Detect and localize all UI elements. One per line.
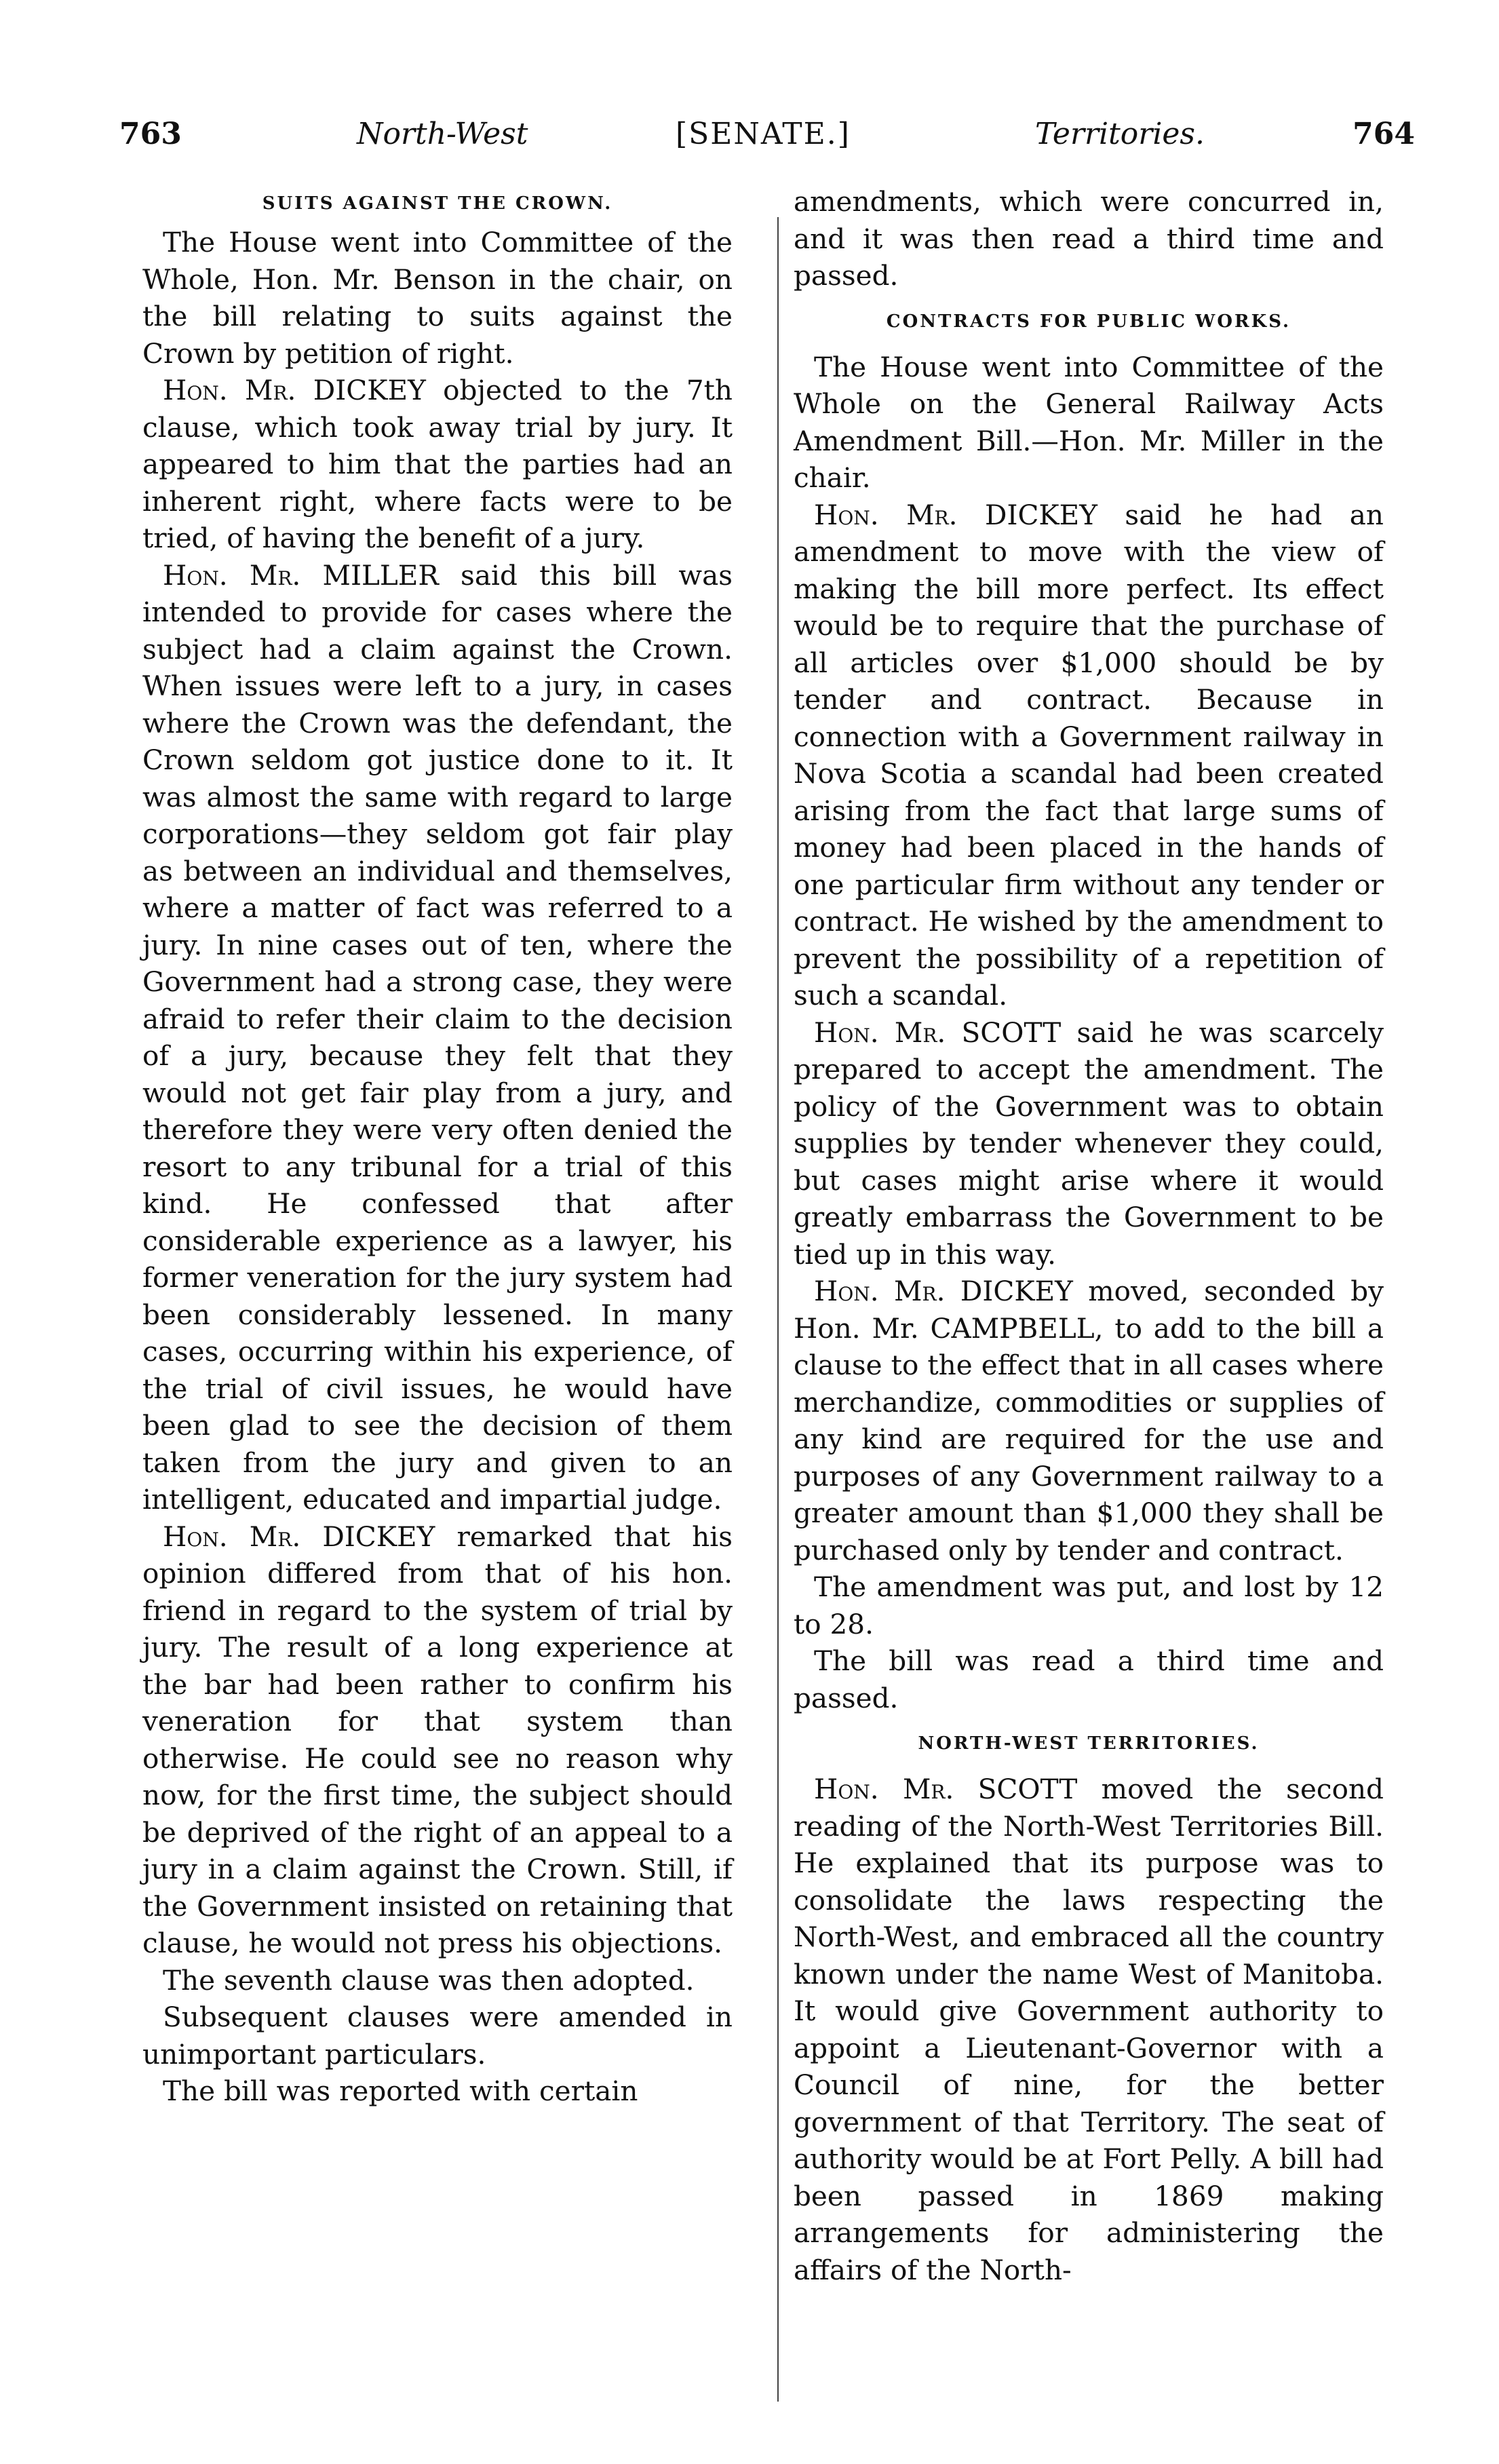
column-divider — [777, 217, 779, 2402]
paragraph: Hon. Mr. DICKEY moved, seconded by Hon. Mr. CAMPBELL, to add to the bill a clause to the effect that in all cases where merchandize, commodities or supplies of any kind are required for the use and purposes of any Government railway to a greater amount than $1,000 they shall be purchased only by tender and contract. — [794, 1275, 1384, 1566]
paragraph: Hon. Mr. MILLER said this bill was intended to provide for cases where the subject had a claim against the Crown. When issues were left to a jury, in cases where the Crown was the defendant, the Crown seldom got justice done to it. It was almost the same with regard to large corporations—they seldom got fair play as between an individual and themselves, where a matter of fact was referred to a jury. In nine cases out of ten, where the Government had a strong case, they were afraid to refer their claim to the decision of a jury, because they felt that they would not get fair play from a jury, and therefore they were very often denied the resort to any tribunal for a trial of this kind. He confessed that after considerable experience as a lawyer, his former veneration for the jury system had been considerably lessened. In many cases, occurring within his experience, of the trial of civil issues, he would have been glad to see the decision of them taken from the jury and given to an intelligent, educated and impartial judge. — [142, 558, 733, 1516]
speaker-title: Hon. Mr. — [163, 558, 301, 592]
speaker-title: Hon. Mr. — [814, 1016, 946, 1049]
section-heading-suits: SUITS AGAINST THE CROWN. — [262, 193, 613, 214]
speaker-name: SCOTT — [977, 1773, 1078, 1805]
speaker-name: DICKEY — [313, 374, 426, 406]
right-page-number: 764 — [1352, 117, 1415, 151]
paragraph: Hon. Mr. SCOTT moved the second reading of the North-West Territories Bill. He explained that its purpose was to consolidate the laws respecting the North-West, and embraced all the country known under the name West of Manitoba. It would give Government authority to appoint a Lieutenant-Governor with a Council of nine, for the better government of that Territory. The seat of authority would be at Fort Pelly. A bill had been passed in 1869 making arrangements for administering the affairs of the North- — [794, 1773, 1384, 2286]
continuation-paragraph: amendments, which were concurred in, and it was then read a third time and passed. — [794, 185, 1384, 292]
speaker-name: DICKEY — [322, 1520, 435, 1553]
speaker-title: Hon. Mr. — [814, 1275, 946, 1307]
section-heading-contracts: CONTRACTS FOR PUBLIC WORKS. — [886, 311, 1291, 332]
speaker-name: MILLER — [322, 558, 439, 592]
paragraph: The House went into Committee of the Whole on the General Railway Acts Amendment Bill.—Hon. Mr. Miller in the chair. — [794, 350, 1384, 494]
paragraph: Hon. Mr. DICKEY objected to the 7th clause, which took away trial by jury. It appeared to him that the parties had an inherent right, where facts were to be tried, of having the benefit of a jury. — [142, 374, 733, 554]
left-page-number: 763 — [119, 117, 182, 151]
paragraph: The seventh clause was then adopted. — [163, 1963, 695, 1997]
paragraph: The bill was read a third time and passed. — [794, 1644, 1384, 1714]
right-column — [794, 183, 1384, 2288]
right-running-title: Territories. — [1035, 117, 1205, 151]
left-running-title: North-West — [357, 117, 528, 151]
speaker-title: Hon. Mr. — [814, 1773, 954, 1805]
paragraph: The House went into Committee of the Whole, Hon. Mr. Benson in the chair, on the bill relating to suits against the Crown by petition of right. — [142, 226, 733, 370]
paragraph: The amendment was put, and lost by 12 to 28. — [794, 1571, 1384, 1640]
speaker-name: DICKEY — [960, 1275, 1073, 1307]
paragraph: Hon. Mr. SCOTT said he was scarcely prepared to accept the amendment. The policy of the Government was to obtain supplies by tender whenever they could, but cases might arise where it would greatly embarrass the Government to be tied up in this way. — [794, 1016, 1384, 1271]
paragraph: Subsequent clauses were amended in unimportant particulars. — [142, 2001, 733, 2071]
left-column — [142, 183, 733, 2110]
paragraph: The bill was reported with certain — [163, 2075, 638, 2107]
paragraph: Hon. Mr. DICKEY remarked that his opinion differed from that of his hon. friend in regard to the system of trial by jury. The result of a long experience at the bar had been rather to confirm his veneration for that system than otherwise. He could see no reason why now, for the first time, the subject should be deprived of the right of an appeal to a jury in a claim against the Crown. Still, if the Government insisted on retaining that clause, he would not press his objections. — [142, 1520, 733, 1959]
paragraph: Hon. Mr. DICKEY said he had an amendment to move with the view of making the bill more perfect. Its effect would be to require that the purchase of all articles over $1,000 should be by tender and contract. Because in connection with a Government railway in Nova Scotia a scandal had been created arising from the fact that large sums of money had been placed in the hands of one particular firm without any tender or contract. He wished by the amendment to prevent the possibility of a repetition of such a scandal. — [794, 498, 1384, 1012]
chamber-label: [SENATE.] — [676, 117, 851, 151]
speaker-name: SCOTT — [961, 1016, 1062, 1049]
section-heading-north-west: NORTH-WEST TERRITORIES. — [918, 1733, 1260, 1754]
speaker-name: DICKEY — [984, 498, 1097, 531]
speaker-title: Hon. Mr. — [163, 1520, 301, 1553]
page-header — [119, 114, 1415, 155]
speaker-title: Hon. Mr. — [814, 498, 958, 531]
speaker-title: Hon. Mr. — [163, 374, 296, 406]
